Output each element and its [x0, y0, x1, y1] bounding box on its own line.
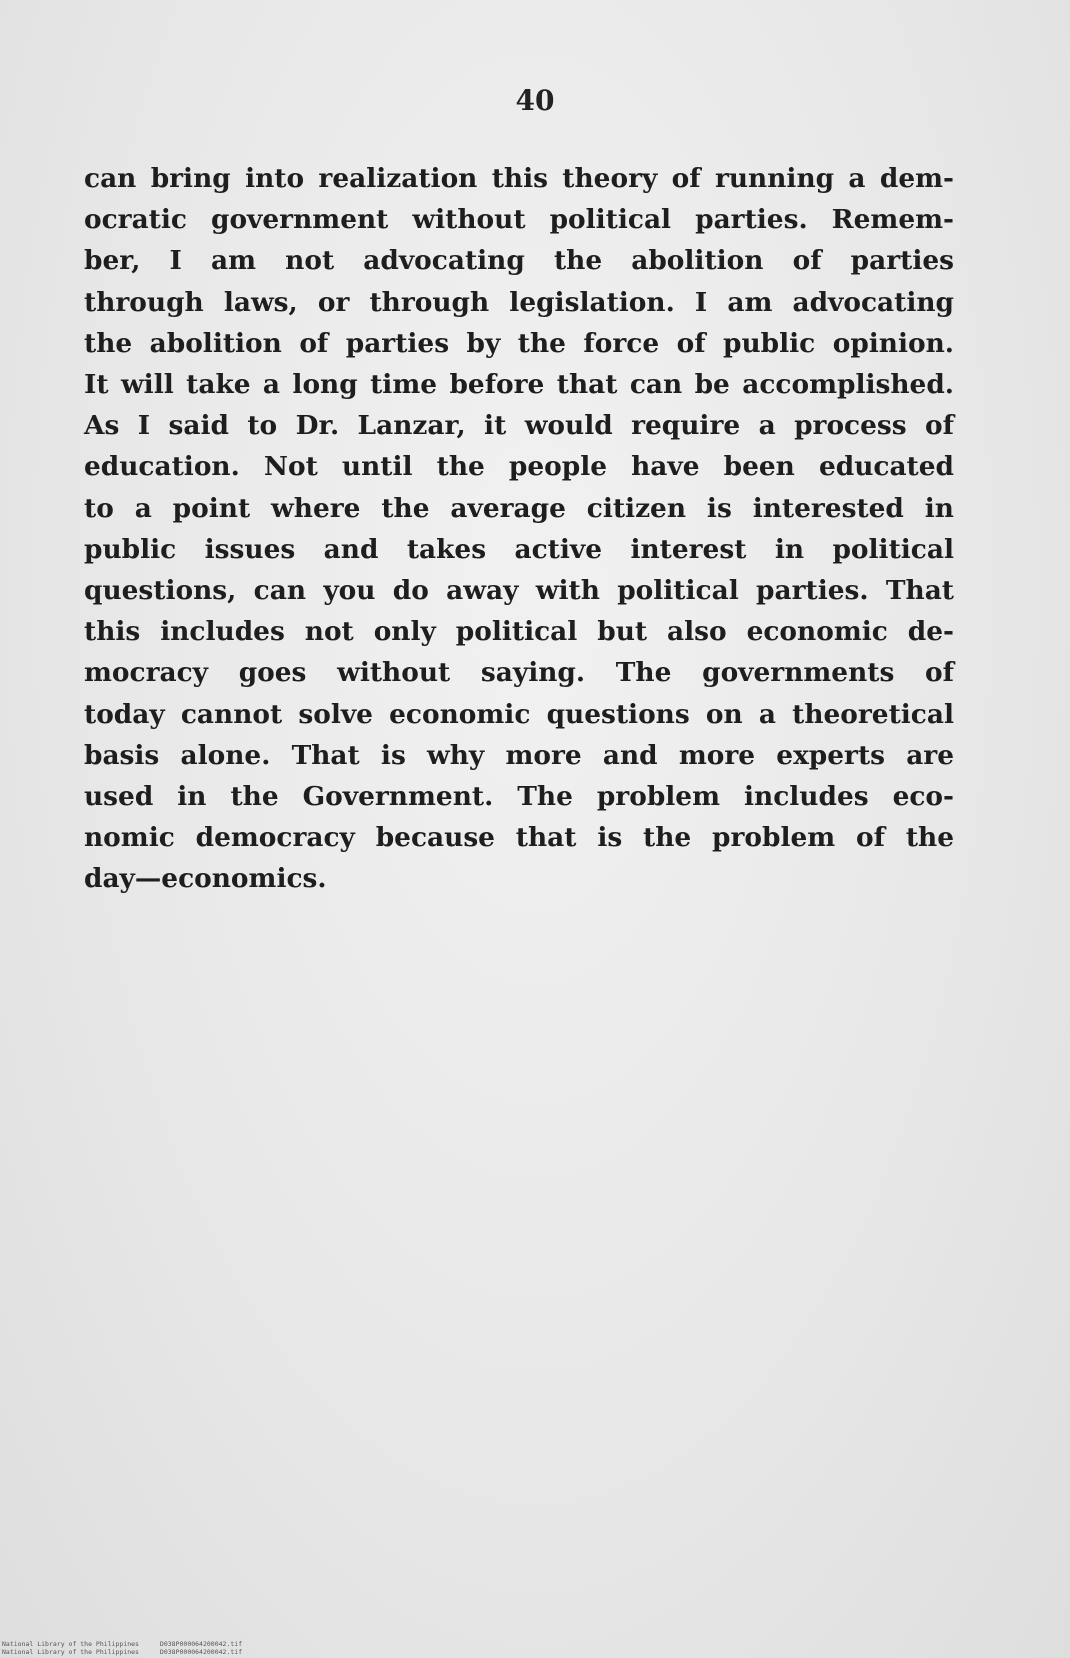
- text-line: mocracy goes without saying. The governments of: [84, 657, 954, 689]
- text-line: basis alone. That is why more and more experts are: [84, 739, 954, 771]
- text-line: this includes not only political but also economic de-: [84, 616, 954, 648]
- body-paragraph: [84, 158, 954, 900]
- text-line: can bring into realization this theory of running a dem-: [84, 163, 954, 194]
- text-line: used in the Government. The problem includes eco-: [84, 781, 954, 813]
- text-line: ber, I am not advocating the abolition of parties: [84, 245, 954, 277]
- footer-row: [2, 1648, 242, 1656]
- text-line: to a point where the average citizen is interested in: [84, 492, 954, 524]
- text-line: It will take a long time before that can be accomplished.: [84, 369, 954, 401]
- scan-footer: [2, 1640, 242, 1656]
- text-line: through laws, or through legislation. I am advocating: [84, 286, 954, 318]
- text-line: the abolition of parties by the force of public opinion.: [84, 327, 954, 359]
- footer-library: National Library of the Philippines: [2, 1648, 139, 1656]
- footer-filename: D038P000064200042.tif: [159, 1648, 243, 1656]
- text-line: As I said to Dr. Lanzar, it would require a process of: [84, 410, 954, 442]
- text-line: day—economics.: [84, 863, 327, 895]
- text-line: nomic democracy because that is the problem of the: [84, 822, 954, 854]
- page-number: 40: [515, 84, 555, 117]
- text-line: today cannot solve economic questions on a theoretical: [84, 698, 954, 730]
- footer-library: National Library of the Philippines: [2, 1640, 139, 1648]
- text-line: ocratic government without political parties. Remem-: [84, 204, 954, 236]
- footer-filename: D038P000064200042.tif: [159, 1640, 243, 1648]
- text-line: education. Not until the people have been educated: [84, 451, 954, 483]
- text-line: public issues and takes active interest in political: [84, 533, 954, 565]
- footer-row: [2, 1640, 242, 1648]
- text-line: questions, can you do away with political parties. That: [84, 575, 954, 607]
